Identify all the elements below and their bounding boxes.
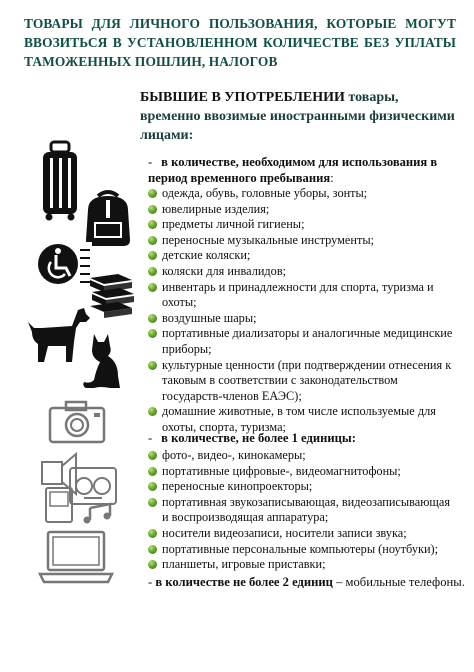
section1-list (148, 186, 458, 436)
bullet-icon (148, 545, 157, 554)
bullet-icon (148, 407, 157, 416)
list-item (148, 448, 458, 464)
camera-icon (48, 398, 106, 444)
list-item-text: воздушные шары; (162, 310, 257, 325)
bullet-icon (148, 251, 157, 260)
list-item (148, 264, 458, 280)
bullet-icon (148, 236, 157, 245)
cat-icon (80, 330, 126, 392)
list-item-text: портативные цифровые-, видеомагнитофоны; (162, 463, 401, 478)
section1-dash: - (148, 155, 153, 169)
section3-heading-bold: в количестве не более 2 единиц (155, 575, 333, 589)
list-item (148, 526, 458, 542)
list-item-text: фото-, видео-, кинокамеры; (162, 448, 306, 462)
bullet-icon (148, 529, 157, 538)
section1-heading-tail: : (330, 171, 334, 185)
bullet-icon (148, 498, 157, 507)
section3-dash: - (148, 575, 153, 589)
bullet-icon (148, 267, 157, 276)
list-item (148, 248, 458, 264)
list-item-text: переносные музыкальные инструменты; (162, 232, 375, 247)
list-item-text: одежда, обувь, головные уборы, зонты; (162, 186, 368, 200)
list-item (148, 233, 458, 249)
list-item-text: домашние животные, в том числе используемые для охоты, спорта, туризма; (162, 404, 436, 434)
list-item-text: предметы личной гигиены; (162, 217, 305, 232)
list-item-text: портативная звукозаписывающая, видеозаписывающая и воспроизводящая аппаратура; (162, 494, 451, 525)
subtitle-rest: товары, временно ввозимые иностранными физическими лицами: (140, 90, 455, 143)
section2-heading-bold: в количестве, не более 1 единицы: (161, 431, 356, 445)
bullet-icon (148, 560, 157, 569)
bullet-icon (148, 189, 157, 198)
list-item-text: переносные кинопроекторы; (162, 479, 313, 494)
list-item-text: планшеты, игровые приставки; (162, 557, 326, 572)
section3-line (148, 575, 468, 590)
list-item-text: коляски для инвалидов; (162, 263, 287, 278)
list-item-text: портативные персональные компьютеры (ноутбуки); (162, 541, 439, 556)
media-icons-cluster (40, 448, 118, 524)
bullet-icon (148, 314, 157, 323)
bullet-icon (148, 482, 157, 491)
list-item (148, 479, 458, 495)
list-item (148, 280, 458, 311)
section1-heading (148, 154, 448, 186)
subtitle-bold: БЫВШИЕ В УПОТРЕБЛЕНИИ (140, 90, 345, 105)
list-item-text: ювелирные изделия; (162, 201, 270, 216)
list-item (148, 217, 458, 233)
bullet-icon (148, 329, 157, 338)
bullet-icon (148, 361, 157, 370)
list-item-text: инвентарь и принадлежности для спорта, туризма и охоты; (162, 279, 434, 310)
bullet-icon (148, 205, 157, 214)
suitcase-icon (40, 140, 80, 222)
section1-heading-bold: в количестве, необходимом для использования в период временного пребывания (148, 155, 438, 185)
list-item (148, 542, 458, 558)
list-item (148, 557, 458, 573)
list-item (148, 202, 458, 218)
wheelchair-icon (36, 242, 92, 286)
subtitle (140, 88, 462, 145)
section2-list (148, 448, 458, 573)
page-title: ТОВАРЫ ДЛЯ ЛИЧНОГО ПОЛЬЗОВАНИЯ, КОТОРЫЕ МОГУТ ВВОЗИТЬСЯ В УСТАНОВЛЕННОМ КОЛИЧЕСТВЕ БЕЗ УПЛАТЫ ТАМОЖЕННЫХ ПОШЛИН, НАЛОГОВ (24, 16, 456, 69)
books-icon (88, 270, 136, 318)
list-item (148, 495, 458, 526)
list-item (148, 358, 458, 405)
section3-heading-tail: – мобильные телефоны. (332, 575, 465, 589)
list-item (148, 186, 458, 202)
list-item-text: портативные диализаторы и аналогичные медицинские приборы; (162, 326, 453, 356)
bullet-icon (148, 220, 157, 229)
list-item-text: носители видеозаписи, носители записи звука; (162, 525, 407, 540)
laptop-icon (36, 530, 116, 586)
list-item (148, 326, 458, 357)
list-item-text: культурные ценности (при подтверждении отнесения к таковым в соответствии с законодательством государств-членов ЕАЭС); (162, 357, 452, 403)
section2-heading (148, 430, 448, 446)
list-item (148, 464, 458, 480)
list-item (148, 311, 458, 327)
bullet-icon (148, 451, 157, 460)
bullet-icon (148, 467, 157, 476)
bullet-icon (148, 283, 157, 292)
backpack-icon (80, 188, 136, 248)
list-item-text: детские коляски; (162, 248, 251, 263)
section2-dash: - (148, 431, 153, 445)
